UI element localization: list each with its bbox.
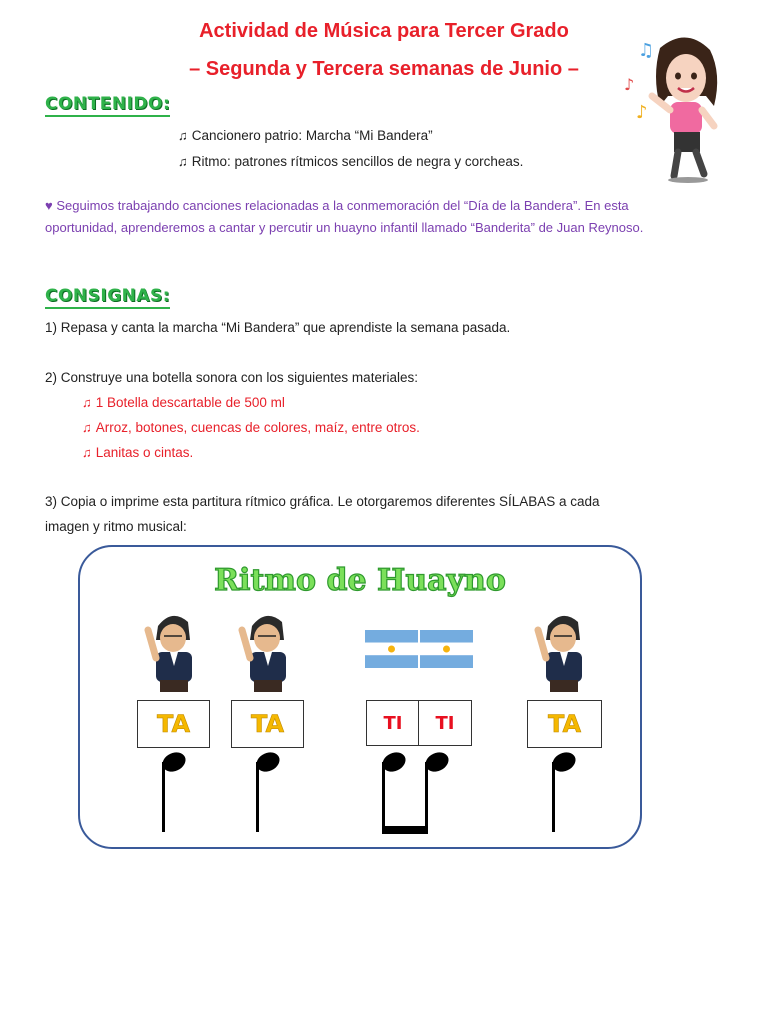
syllable-box-ta: TA <box>231 700 304 748</box>
music-note-icon: ♫ <box>82 420 92 435</box>
belgrano-figure <box>234 606 298 694</box>
svg-text:♫: ♫ <box>638 40 655 61</box>
step-3-line1: 3) Copia o imprime esta partitura rítmico gráfica. Le otorgaremos diferentes SÍLABAS a cada <box>45 494 600 509</box>
svg-text:♪: ♪ <box>624 75 635 94</box>
step-1: 1) Repasa y canta la marcha “Mi Bandera” que aprendiste la semana pasada. <box>45 320 511 335</box>
belgrano-figure <box>140 606 204 694</box>
syllable-box-ti: TI <box>366 700 420 746</box>
music-note-icon: ♫ <box>178 154 188 169</box>
quarter-note <box>530 748 590 838</box>
music-note-icon: ♫ <box>82 395 92 410</box>
contenido-item: ♫ Ritmo: patrones rítmicos sencillos de negra y corcheas. <box>178 154 524 169</box>
contenido-item: ♫ Cancionero patrio: Marcha “Mi Bandera” <box>178 128 433 143</box>
svg-text:♪: ♪ <box>636 102 648 123</box>
contenido-heading: CONTENIDO: <box>45 94 170 117</box>
material-item: ♫ Arroz, botones, cuencas de colores, maíz, entre otros. <box>82 420 420 435</box>
eighth-notes <box>370 748 460 838</box>
quarter-note <box>234 748 294 838</box>
step-3-line2: imagen y ritmo musical: <box>45 519 187 534</box>
quarter-note <box>140 748 200 838</box>
syllable-box-ta: TA <box>527 700 602 748</box>
music-note-icon: ♫ <box>82 445 92 460</box>
teacher-avatar <box>618 26 728 186</box>
syllable-box-ti: TI <box>418 700 472 746</box>
page-subtitle: – Segunda y Tercera semanas de Junio – <box>189 58 579 80</box>
rhythm-title: Ritmo de Huayno <box>214 563 506 598</box>
music-note-icon: ♫ <box>178 128 188 143</box>
argentina-flag <box>365 630 473 668</box>
belgrano-figure <box>530 606 594 694</box>
material-item: ♫ 1 Botella descartable de 500 ml <box>82 395 285 410</box>
syllable-box-ta: TA <box>137 700 210 748</box>
material-item: ♫ Lanitas o cintas. <box>82 445 194 460</box>
consignas-heading: CONSIGNAS: <box>45 286 170 309</box>
intro-paragraph: ♥ Seguimos trabajando canciones relacionadas a la conmemoración del “Día de la Bandera”. En esta oportunidad, aprenderemos a cantar y percutir un huayno infantil llamado “Banderita” de Juan Reynoso. <box>45 198 644 235</box>
page-title: Actividad de Música para Tercer Grado <box>199 20 569 42</box>
step-2: 2) Construye una botella sonora con los siguientes materiales: <box>45 370 418 385</box>
